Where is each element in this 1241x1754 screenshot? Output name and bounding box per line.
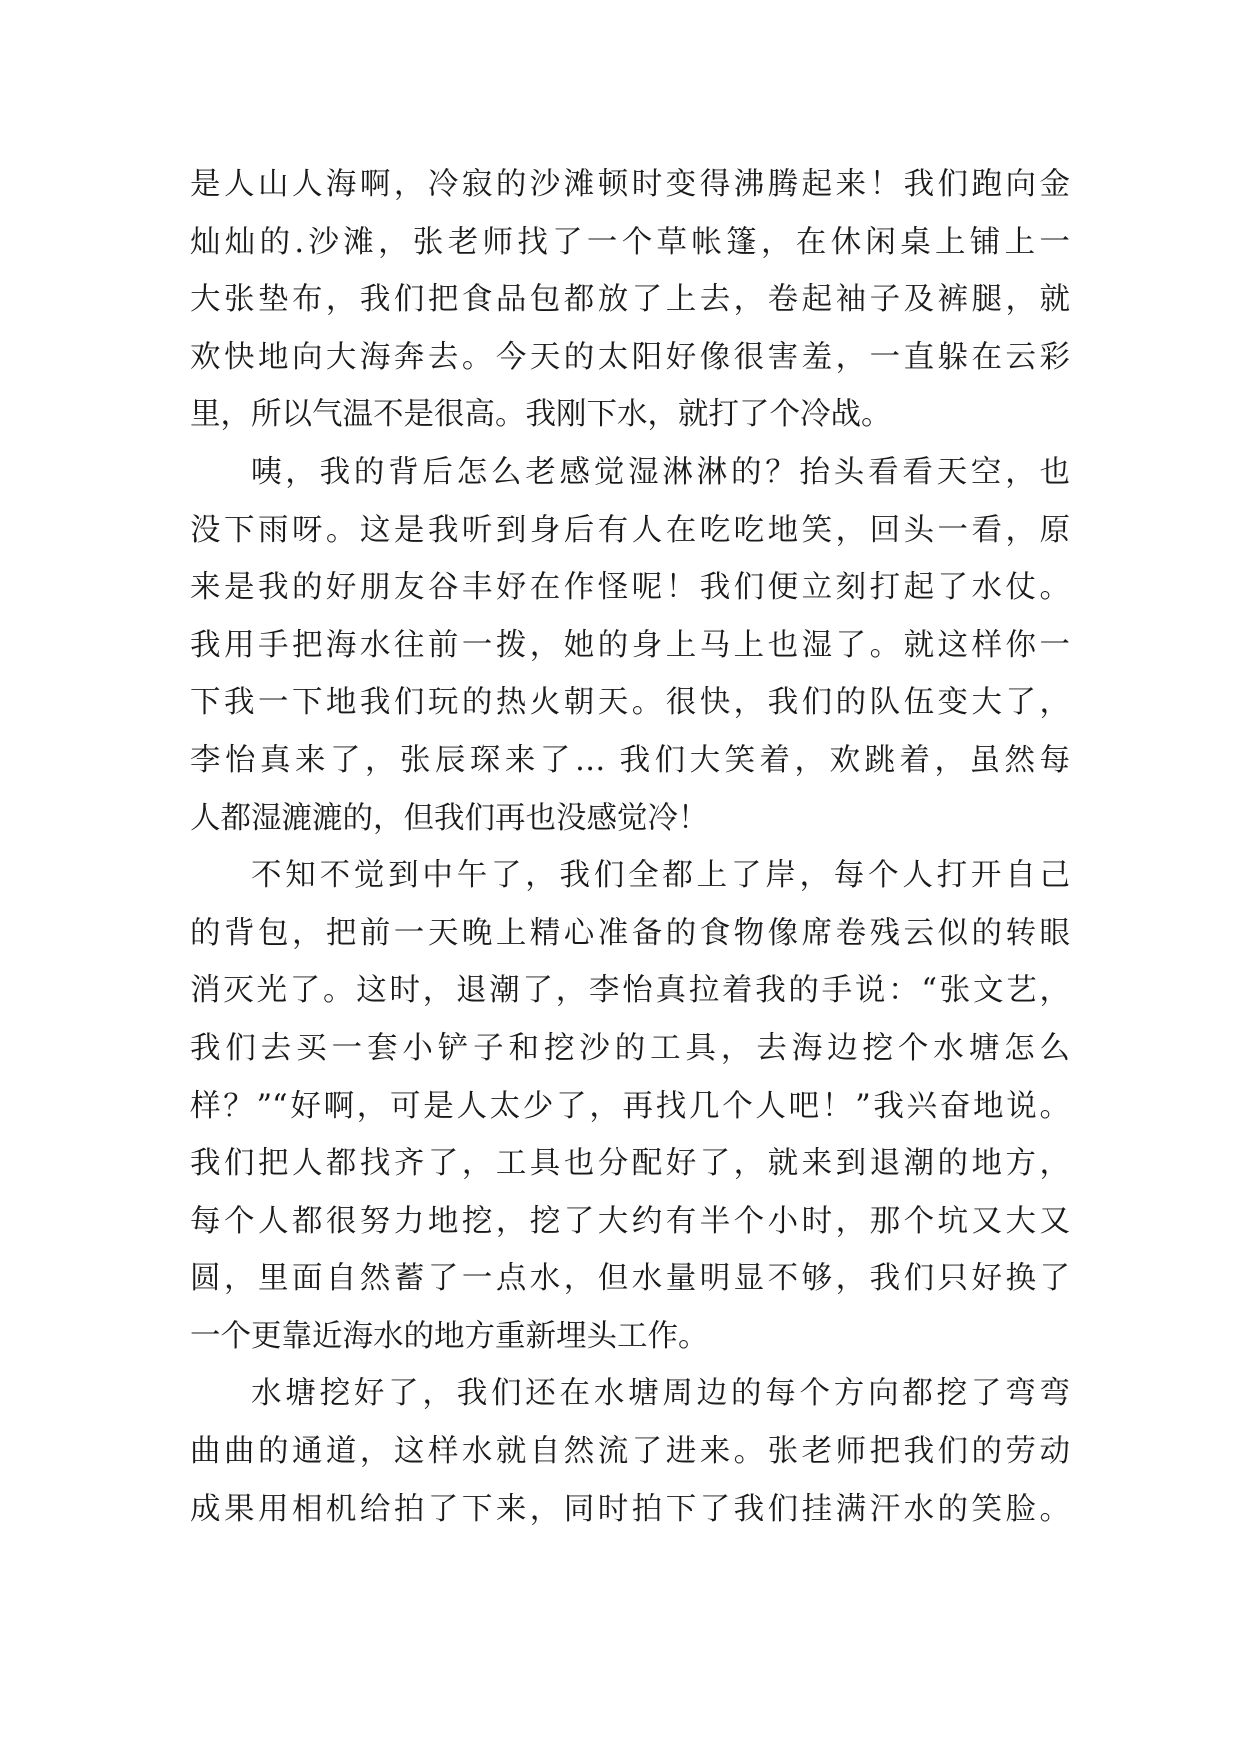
paragraph-2-line-3: 来是我的好朋友谷丰妤在作怪呢！我们便立刻打起了水仗。: [190, 570, 1070, 606]
paragraph-3-line-6: 我们把人都找齐了，工具也分配好了，就来到退潮的地方，: [190, 1146, 1070, 1182]
paragraph-3-line-9: 一个更靠近海水的地方重新埋头工作。: [190, 1318, 709, 1354]
paragraph-4-line-1: 水塘挖好了，我们还在水塘周边的每个方向都挖了弯弯: [251, 1376, 1070, 1412]
paragraph-2-line-5: 下我一下地我们玩的热火朝天。很快，我们的队伍变大了，: [190, 685, 1070, 721]
paragraph-2-line-1: 咦，我的背后怎么老感觉湿淋淋的？抬头看看天空，也: [251, 454, 1070, 490]
paragraph-3-line-3: 消灭光了。这时，退潮了，李怡真拉着我的手说：“张文艺，: [190, 973, 1070, 1009]
paragraph-1-line-2: 灿灿的.沙滩，张老师找了一个草帐篷，在休闲桌上铺上一: [190, 224, 1070, 260]
paragraph-4-line-2: 曲曲的通道，这样水就自然流了进来。张老师把我们的劳动: [190, 1434, 1070, 1470]
paragraph-3-line-2: 的背包，把前一天晚上精心准备的食物像席卷残云似的转眼: [190, 915, 1070, 951]
paragraph-1-line-1: 是人山人海啊，冷寂的沙滩顿时变得沸腾起来！我们跑向金: [190, 167, 1070, 202]
paragraph-2-line-2: 没下雨呀。这是我听到身后有人在吃吃地笑，回头一看，原: [190, 512, 1070, 548]
paragraph-4-line-3: 成果用相机给拍了下来，同时拍下了我们挂满汗水的笑脸。: [190, 1491, 1070, 1527]
paragraph-2-line-7: 人都湿漉漉的，但我们再也没感觉冷！: [190, 800, 709, 836]
paragraph-1-line-4: 欢快地向大海奔去。今天的太阳好像很害羞，一直躲在云彩: [190, 339, 1070, 375]
paragraph-2-line-6: 李怡真来了，张辰琛来了… 我们大笑着，欢跳着，虽然每: [190, 742, 1070, 778]
paragraph-3-line-8: 圆，里面自然蓄了一点水，但水量明显不够，我们只好换了: [190, 1261, 1070, 1297]
paragraph-3-line-7: 每个人都很努力地挖，挖了大约有半个小时，那个坑又大又: [190, 1203, 1070, 1239]
paragraph-1-line-3: 大张垫布，我们把食品包都放了上去，卷起袖子及裤腿，就: [190, 282, 1070, 318]
paragraph-1-line-5: 里，所以气温不是很高。我刚下水，就打了个冷战。: [190, 397, 892, 433]
paragraph-3-line-4: 我们去买一套小铲子和挖沙的工具，去海边挖个水塘怎么: [190, 1030, 1070, 1066]
paragraph-2-line-4: 我用手把海水往前一拨，她的身上马上也湿了。就这样你一: [190, 627, 1070, 663]
paragraph-3-line-5: 样？”“好啊，可是人太少了，再找几个人吧！”我兴奋地说。: [190, 1088, 1070, 1124]
paragraph-3-line-1: 不知不觉到中午了，我们全都上了岸，每个人打开自己: [251, 858, 1070, 894]
document-body: [190, 156, 1070, 1538]
